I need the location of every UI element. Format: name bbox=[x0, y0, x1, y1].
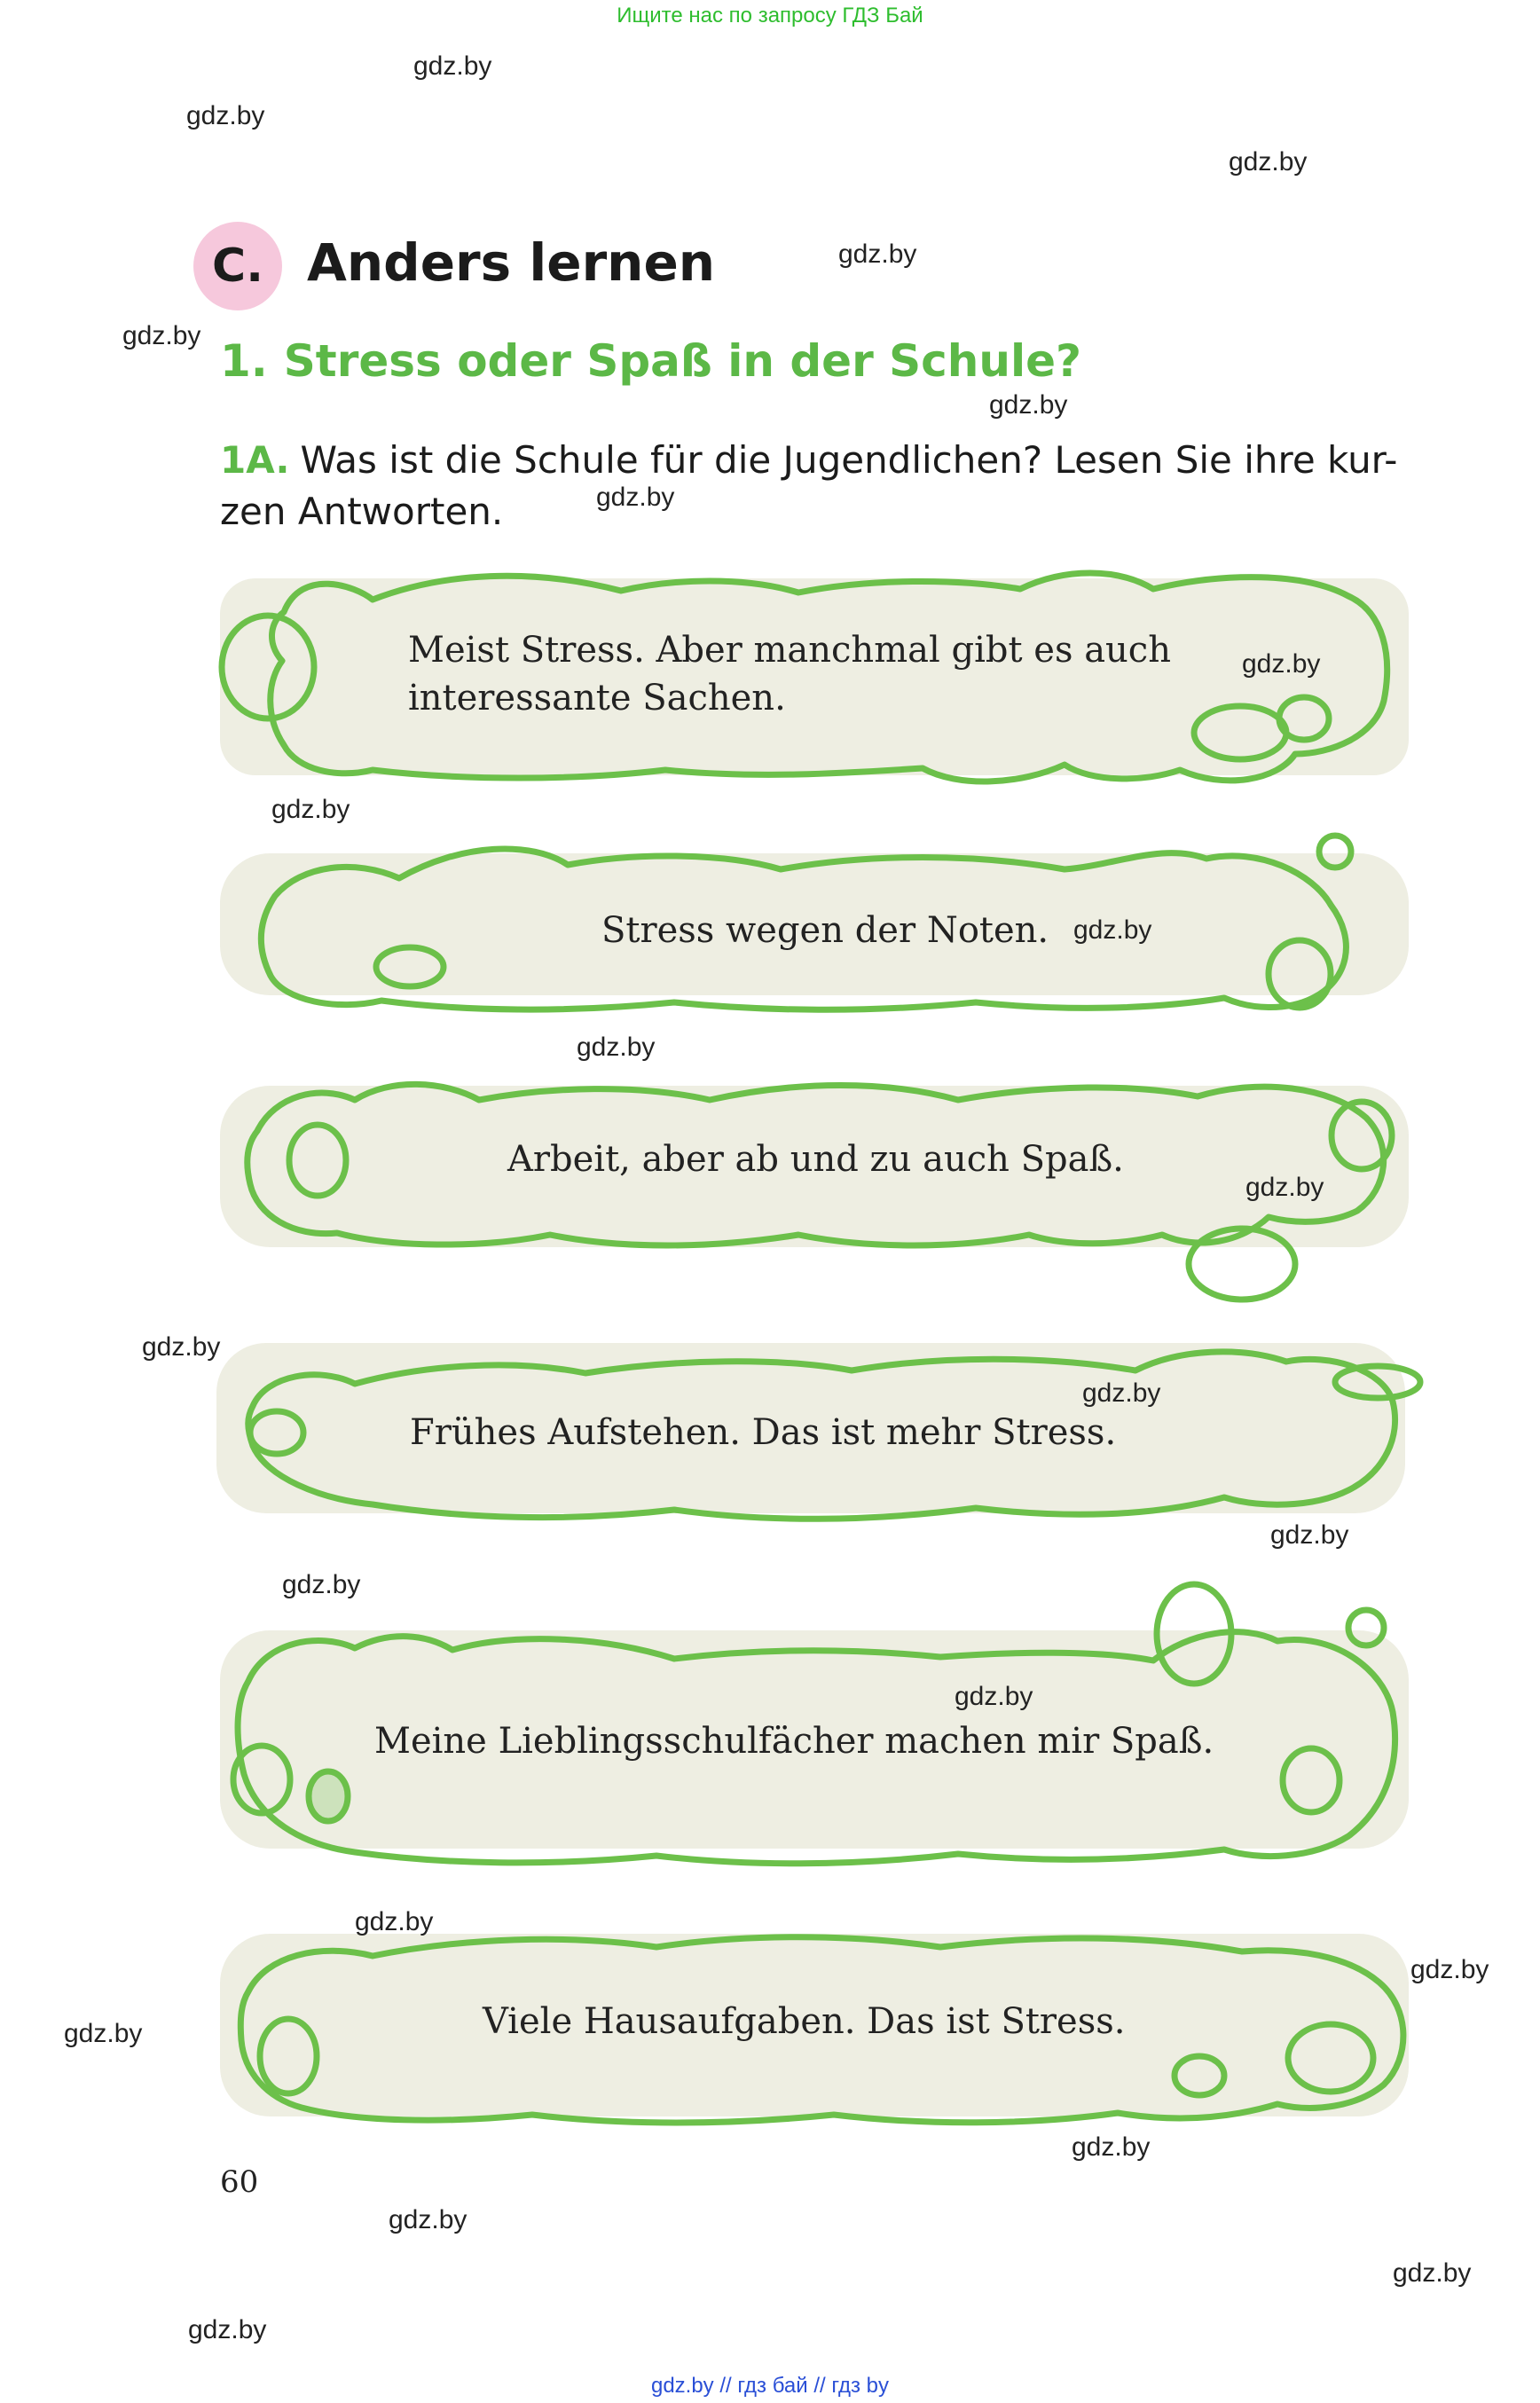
section-title: Anders lernen bbox=[307, 232, 716, 293]
watermark: gdz.by bbox=[955, 1682, 1033, 1711]
cloud-bubble bbox=[309, 1771, 348, 1821]
watermark: gdz.by bbox=[1245, 1173, 1324, 1202]
watermark: gdz.by bbox=[1393, 2258, 1472, 2288]
task-number: 1A. bbox=[220, 438, 290, 482]
watermark: gdz.by bbox=[596, 483, 675, 512]
watermark: gdz.by bbox=[1270, 1520, 1349, 1550]
watermark: gdz.by bbox=[122, 321, 201, 350]
page-number: 60 bbox=[220, 2164, 259, 2200]
answer-6: Viele Hausaufgaben. Das ist Stress. bbox=[483, 2001, 1126, 2042]
watermark: gdz.by bbox=[989, 390, 1068, 420]
watermark: gdz.by bbox=[64, 2019, 143, 2048]
answer-2: Stress wegen der Noten. bbox=[601, 910, 1049, 951]
watermark: gdz.by bbox=[1410, 1955, 1489, 1984]
answer-1-line-1: Meist Stress. Aber manchmal gibt es auch bbox=[408, 630, 1171, 671]
answer-3: Arbeit, aber ab und zu auch Spaß. bbox=[507, 1139, 1124, 1180]
section-letter: C. bbox=[212, 240, 263, 293]
answer-5: Meine Lieblingsschulfächer machen mir Spaß. bbox=[374, 1721, 1214, 1762]
watermark: gdz.by bbox=[838, 240, 917, 269]
watermark: gdz.by bbox=[1082, 1378, 1161, 1408]
watermark: gdz.by bbox=[413, 51, 492, 81]
watermark: gdz.by bbox=[577, 1033, 656, 1062]
exercise-number: 1. bbox=[220, 335, 268, 387]
answer-1 bbox=[408, 626, 1171, 722]
task-line-1: Was ist die Schule für die Jugendlichen? Lesen Sie ihre kur- bbox=[300, 438, 1398, 482]
watermark: gdz.by bbox=[1072, 2132, 1151, 2162]
task-line-2: zen Antworten. bbox=[220, 490, 504, 533]
footer-links[interactable]: gdz.by // гдз бай // гдз by bbox=[650, 2374, 890, 2398]
watermark: gdz.by bbox=[186, 101, 265, 130]
watermark: gdz.by bbox=[188, 2315, 267, 2344]
answer-4: Frühes Aufstehen. Das ist mehr Stress. bbox=[410, 1412, 1117, 1453]
watermark: gdz.by bbox=[1229, 147, 1308, 177]
exercise-title: Stress oder Spaß in der Schule? bbox=[283, 335, 1082, 387]
watermark: gdz.by bbox=[389, 2205, 468, 2234]
watermark: gdz.by bbox=[142, 1332, 221, 1362]
answer-1-line-2: interessante Sachen. bbox=[408, 678, 786, 719]
watermark: gdz.by bbox=[282, 1570, 361, 1599]
watermark: gdz.by bbox=[1073, 915, 1152, 945]
top-search-link[interactable]: Ищите нас по запросу ГДЗ Бай bbox=[617, 4, 923, 27]
watermark: gdz.by bbox=[355, 1907, 434, 1936]
watermark: gdz.by bbox=[1242, 649, 1321, 679]
watermark: gdz.by bbox=[271, 795, 350, 824]
